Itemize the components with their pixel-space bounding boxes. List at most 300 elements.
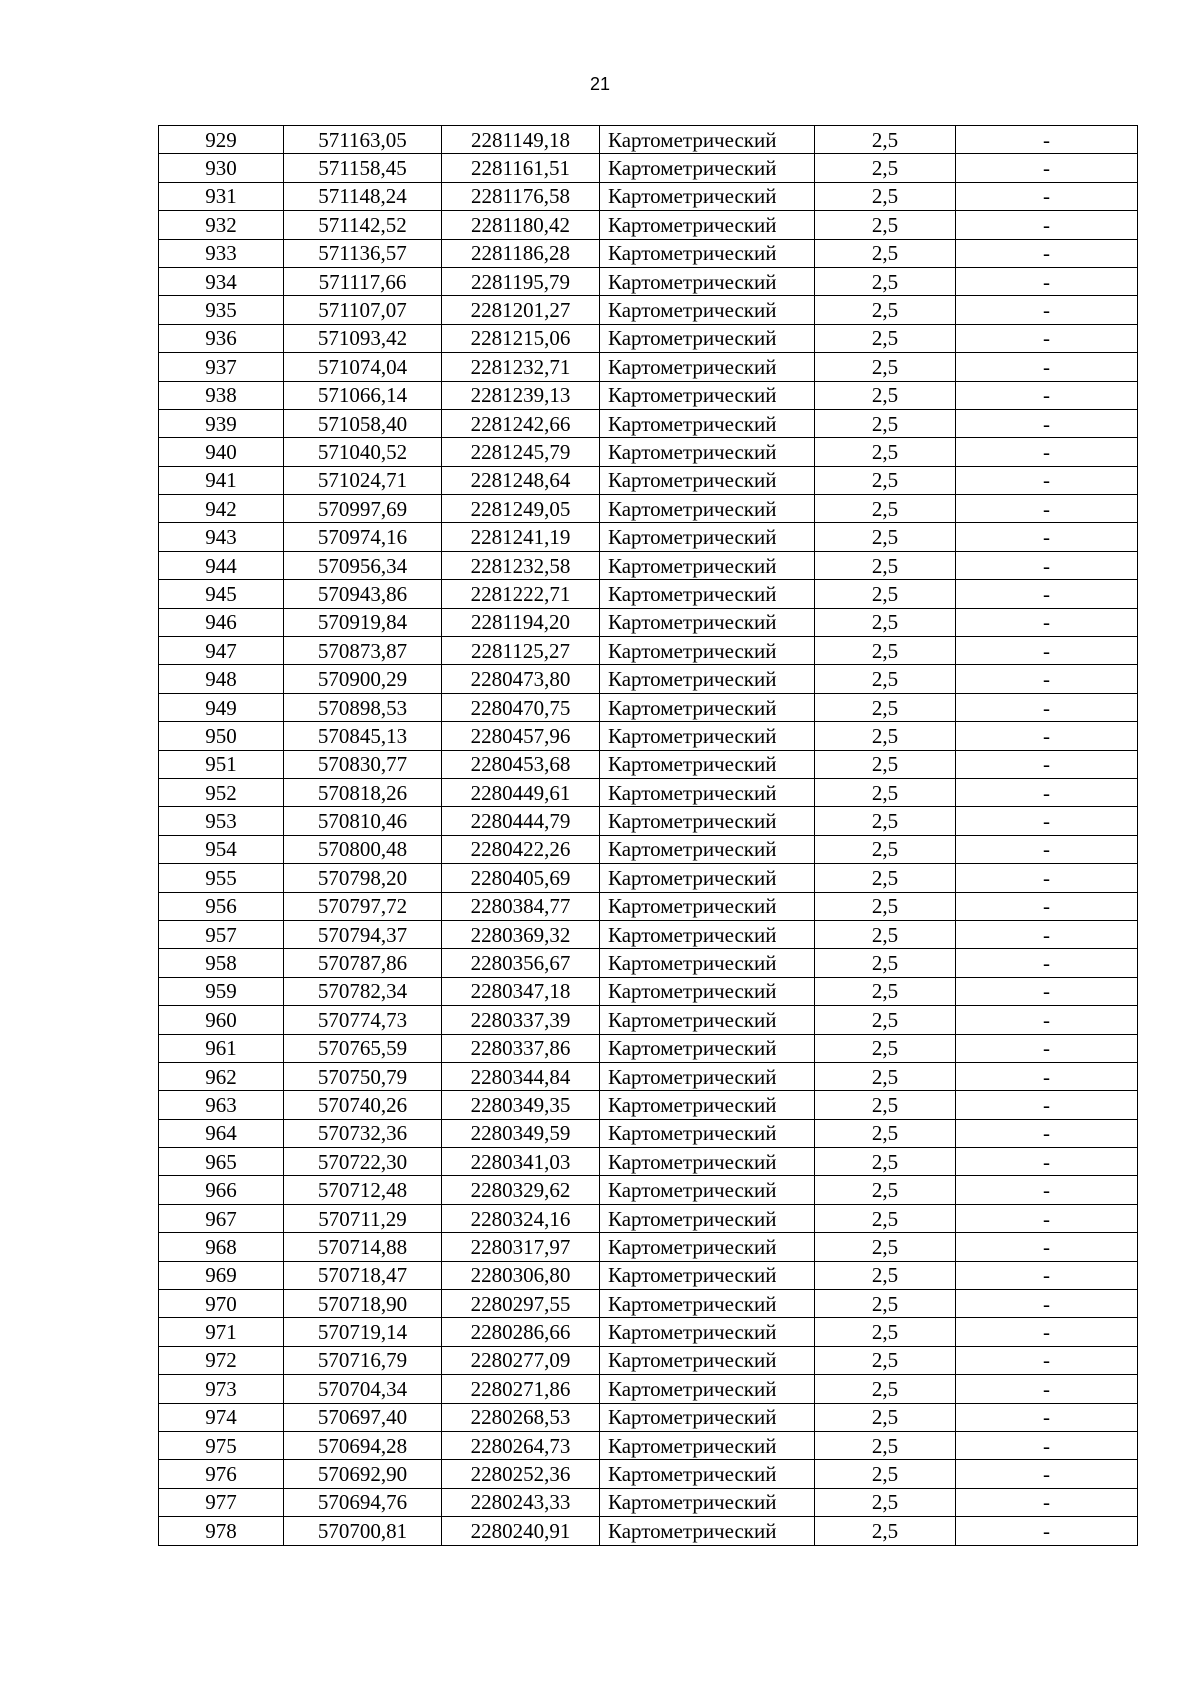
method-cell: Картометрический — [600, 1091, 815, 1119]
note-cell: - — [956, 523, 1138, 551]
x-coordinate-cell: 571148,24 — [284, 182, 442, 210]
table-row — [159, 551, 1138, 579]
y-coordinate-cell: 2280356,67 — [442, 949, 600, 977]
y-coordinate-cell: 2281241,19 — [442, 523, 600, 551]
table-row — [159, 1290, 1138, 1318]
point-number-cell: 961 — [159, 1034, 284, 1062]
y-coordinate-cell: 2280337,39 — [442, 1006, 600, 1034]
y-coordinate-cell: 2280306,80 — [442, 1261, 600, 1289]
method-cell: Картометрический — [600, 1318, 815, 1346]
note-cell: - — [956, 722, 1138, 750]
table-row — [159, 182, 1138, 210]
accuracy-cell: 2,5 — [815, 1517, 956, 1545]
method-cell: Картометрический — [600, 1062, 815, 1090]
x-coordinate-cell: 570898,53 — [284, 693, 442, 721]
point-number-cell: 941 — [159, 466, 284, 494]
x-coordinate-cell: 570722,30 — [284, 1148, 442, 1176]
point-number-cell: 978 — [159, 1517, 284, 1545]
method-cell: Картометрический — [600, 551, 815, 579]
y-coordinate-cell: 2280337,86 — [442, 1034, 600, 1062]
table-row — [159, 466, 1138, 494]
table-row — [159, 807, 1138, 835]
note-cell: - — [956, 1346, 1138, 1374]
note-cell: - — [956, 1460, 1138, 1488]
table-row — [159, 580, 1138, 608]
point-number-cell: 932 — [159, 211, 284, 239]
x-coordinate-cell: 570919,84 — [284, 608, 442, 636]
y-coordinate-cell: 2280449,61 — [442, 778, 600, 806]
x-coordinate-cell: 570732,36 — [284, 1119, 442, 1147]
method-cell: Картометрический — [600, 1034, 815, 1062]
table-row — [159, 1119, 1138, 1147]
note-cell: - — [956, 949, 1138, 977]
x-coordinate-cell: 570694,28 — [284, 1431, 442, 1459]
x-coordinate-cell: 571066,14 — [284, 381, 442, 409]
note-cell: - — [956, 438, 1138, 466]
table-row — [159, 1488, 1138, 1516]
y-coordinate-cell: 2280349,59 — [442, 1119, 600, 1147]
point-number-cell: 974 — [159, 1403, 284, 1431]
accuracy-cell: 2,5 — [815, 750, 956, 778]
accuracy-cell: 2,5 — [815, 1091, 956, 1119]
y-coordinate-cell: 2281195,79 — [442, 267, 600, 295]
method-cell: Картометрический — [600, 722, 815, 750]
y-coordinate-cell: 2281249,05 — [442, 495, 600, 523]
accuracy-cell: 2,5 — [815, 637, 956, 665]
x-coordinate-cell: 570692,90 — [284, 1460, 442, 1488]
point-number-cell: 936 — [159, 324, 284, 352]
x-coordinate-cell: 570765,59 — [284, 1034, 442, 1062]
y-coordinate-cell: 2280324,16 — [442, 1204, 600, 1232]
method-cell: Картометрический — [600, 466, 815, 494]
accuracy-cell: 2,5 — [815, 523, 956, 551]
table-row — [159, 892, 1138, 920]
accuracy-cell: 2,5 — [815, 495, 956, 523]
accuracy-cell: 2,5 — [815, 324, 956, 352]
note-cell: - — [956, 1148, 1138, 1176]
y-coordinate-cell: 2281232,71 — [442, 353, 600, 381]
accuracy-cell: 2,5 — [815, 1403, 956, 1431]
point-number-cell: 959 — [159, 977, 284, 1005]
note-cell: - — [956, 1062, 1138, 1090]
y-coordinate-cell: 2280243,33 — [442, 1488, 600, 1516]
method-cell: Картометрический — [600, 864, 815, 892]
accuracy-cell: 2,5 — [815, 211, 956, 239]
x-coordinate-cell: 570740,26 — [284, 1091, 442, 1119]
x-coordinate-cell: 570704,34 — [284, 1375, 442, 1403]
accuracy-cell: 2,5 — [815, 807, 956, 835]
note-cell: - — [956, 892, 1138, 920]
accuracy-cell: 2,5 — [815, 920, 956, 948]
method-cell: Картометрический — [600, 211, 815, 239]
y-coordinate-cell: 2281176,58 — [442, 182, 600, 210]
point-number-cell: 955 — [159, 864, 284, 892]
accuracy-cell: 2,5 — [815, 438, 956, 466]
y-coordinate-cell: 2280470,75 — [442, 693, 600, 721]
table-row — [159, 1403, 1138, 1431]
table-row — [159, 409, 1138, 437]
x-coordinate-cell: 571142,52 — [284, 211, 442, 239]
table-row — [159, 1261, 1138, 1289]
note-cell: - — [956, 381, 1138, 409]
y-coordinate-cell: 2280384,77 — [442, 892, 600, 920]
y-coordinate-cell: 2280277,09 — [442, 1346, 600, 1374]
note-cell: - — [956, 1119, 1138, 1147]
accuracy-cell: 2,5 — [815, 1318, 956, 1346]
point-number-cell: 950 — [159, 722, 284, 750]
accuracy-cell: 2,5 — [815, 1176, 956, 1204]
table-row — [159, 637, 1138, 665]
method-cell: Картометрический — [600, 1233, 815, 1261]
point-number-cell: 969 — [159, 1261, 284, 1289]
note-cell: - — [956, 693, 1138, 721]
note-cell: - — [956, 409, 1138, 437]
note-cell: - — [956, 665, 1138, 693]
note-cell: - — [956, 1290, 1138, 1318]
method-cell: Картометрический — [600, 409, 815, 437]
accuracy-cell: 2,5 — [815, 1431, 956, 1459]
table-row — [159, 126, 1138, 154]
point-number-cell: 930 — [159, 154, 284, 182]
note-cell: - — [956, 1233, 1138, 1261]
table-row — [159, 1318, 1138, 1346]
table-row — [159, 750, 1138, 778]
table-row — [159, 665, 1138, 693]
accuracy-cell: 2,5 — [815, 267, 956, 295]
accuracy-cell: 2,5 — [815, 1119, 956, 1147]
method-cell: Картометрический — [600, 1006, 815, 1034]
y-coordinate-cell: 2280347,18 — [442, 977, 600, 1005]
point-number-cell: 975 — [159, 1431, 284, 1459]
point-number-cell: 958 — [159, 949, 284, 977]
method-cell: Картометрический — [600, 608, 815, 636]
x-coordinate-cell: 571158,45 — [284, 154, 442, 182]
x-coordinate-cell: 571074,04 — [284, 353, 442, 381]
method-cell: Картометрический — [600, 1148, 815, 1176]
y-coordinate-cell: 2280369,32 — [442, 920, 600, 948]
y-coordinate-cell: 2280405,69 — [442, 864, 600, 892]
note-cell: - — [956, 551, 1138, 579]
y-coordinate-cell: 2281125,27 — [442, 637, 600, 665]
accuracy-cell: 2,5 — [815, 1375, 956, 1403]
accuracy-cell: 2,5 — [815, 551, 956, 579]
table-row — [159, 835, 1138, 863]
accuracy-cell: 2,5 — [815, 580, 956, 608]
method-cell: Картометрический — [600, 438, 815, 466]
point-number-cell: 970 — [159, 1290, 284, 1318]
method-cell: Картометрический — [600, 296, 815, 324]
accuracy-cell: 2,5 — [815, 1261, 956, 1289]
note-cell: - — [956, 920, 1138, 948]
x-coordinate-cell: 571136,57 — [284, 239, 442, 267]
point-number-cell: 937 — [159, 353, 284, 381]
page-number: 21 — [589, 74, 611, 94]
method-cell: Картометрический — [600, 523, 815, 551]
table-row — [159, 296, 1138, 324]
y-coordinate-cell: 2280252,36 — [442, 1460, 600, 1488]
note-cell: - — [956, 353, 1138, 381]
x-coordinate-cell: 571024,71 — [284, 466, 442, 494]
y-coordinate-cell: 2281232,58 — [442, 551, 600, 579]
point-number-cell: 963 — [159, 1091, 284, 1119]
point-number-cell: 943 — [159, 523, 284, 551]
y-coordinate-cell: 2281245,79 — [442, 438, 600, 466]
point-number-cell: 947 — [159, 637, 284, 665]
y-coordinate-cell: 2280271,86 — [442, 1375, 600, 1403]
accuracy-cell: 2,5 — [815, 608, 956, 636]
table-row — [159, 1176, 1138, 1204]
y-coordinate-cell: 2280297,55 — [442, 1290, 600, 1318]
method-cell: Картометрический — [600, 1488, 815, 1516]
note-cell: - — [956, 1488, 1138, 1516]
note-cell: - — [956, 324, 1138, 352]
point-number-cell: 944 — [159, 551, 284, 579]
table-row — [159, 864, 1138, 892]
x-coordinate-cell: 570794,37 — [284, 920, 442, 948]
accuracy-cell: 2,5 — [815, 693, 956, 721]
point-number-cell: 965 — [159, 1148, 284, 1176]
point-number-cell: 948 — [159, 665, 284, 693]
note-cell: - — [956, 211, 1138, 239]
y-coordinate-cell: 2281186,28 — [442, 239, 600, 267]
method-cell: Картометрический — [600, 1517, 815, 1545]
accuracy-cell: 2,5 — [815, 466, 956, 494]
note-cell: - — [956, 807, 1138, 835]
x-coordinate-cell: 570974,16 — [284, 523, 442, 551]
point-number-cell: 949 — [159, 693, 284, 721]
x-coordinate-cell: 571093,42 — [284, 324, 442, 352]
accuracy-cell: 2,5 — [815, 1006, 956, 1034]
accuracy-cell: 2,5 — [815, 892, 956, 920]
point-number-cell: 967 — [159, 1204, 284, 1232]
y-coordinate-cell: 2281248,64 — [442, 466, 600, 494]
y-coordinate-cell: 2280473,80 — [442, 665, 600, 693]
x-coordinate-cell: 570873,87 — [284, 637, 442, 665]
method-cell: Картометрический — [600, 1346, 815, 1374]
point-number-cell: 954 — [159, 835, 284, 863]
accuracy-cell: 2,5 — [815, 1233, 956, 1261]
method-cell: Картометрический — [600, 949, 815, 977]
note-cell: - — [956, 1431, 1138, 1459]
note-cell: - — [956, 126, 1138, 154]
point-number-cell: 973 — [159, 1375, 284, 1403]
method-cell: Картометрический — [600, 778, 815, 806]
accuracy-cell: 2,5 — [815, 835, 956, 863]
y-coordinate-cell: 2280317,97 — [442, 1233, 600, 1261]
note-cell: - — [956, 1006, 1138, 1034]
point-number-cell: 972 — [159, 1346, 284, 1374]
accuracy-cell: 2,5 — [815, 1034, 956, 1062]
x-coordinate-cell: 571107,07 — [284, 296, 442, 324]
x-coordinate-cell: 570830,77 — [284, 750, 442, 778]
point-number-cell: 956 — [159, 892, 284, 920]
method-cell: Картометрический — [600, 807, 815, 835]
y-coordinate-cell: 2280453,68 — [442, 750, 600, 778]
x-coordinate-cell: 570787,86 — [284, 949, 442, 977]
method-cell: Картометрический — [600, 1431, 815, 1459]
x-coordinate-cell: 570797,72 — [284, 892, 442, 920]
x-coordinate-cell: 570798,20 — [284, 864, 442, 892]
accuracy-cell: 2,5 — [815, 409, 956, 437]
point-number-cell: 971 — [159, 1318, 284, 1346]
y-coordinate-cell: 2280349,35 — [442, 1091, 600, 1119]
table-row — [159, 778, 1138, 806]
table-row — [159, 154, 1138, 182]
note-cell: - — [956, 977, 1138, 1005]
table-row — [159, 1091, 1138, 1119]
method-cell: Картометрический — [600, 665, 815, 693]
method-cell: Картометрический — [600, 977, 815, 1005]
x-coordinate-cell: 570719,14 — [284, 1318, 442, 1346]
y-coordinate-cell: 2281215,06 — [442, 324, 600, 352]
accuracy-cell: 2,5 — [815, 949, 956, 977]
accuracy-cell: 2,5 — [815, 977, 956, 1005]
point-number-cell: 933 — [159, 239, 284, 267]
method-cell: Картометрический — [600, 239, 815, 267]
accuracy-cell: 2,5 — [815, 1488, 956, 1516]
table-row — [159, 608, 1138, 636]
method-cell: Картометрический — [600, 126, 815, 154]
point-number-cell: 939 — [159, 409, 284, 437]
x-coordinate-cell: 570697,40 — [284, 1403, 442, 1431]
accuracy-cell: 2,5 — [815, 154, 956, 182]
point-number-cell: 977 — [159, 1488, 284, 1516]
method-cell: Картометрический — [600, 267, 815, 295]
table-row — [159, 267, 1138, 295]
x-coordinate-cell: 571040,52 — [284, 438, 442, 466]
note-cell: - — [956, 637, 1138, 665]
y-coordinate-cell: 2281239,13 — [442, 381, 600, 409]
note-cell: - — [956, 1375, 1138, 1403]
table-row — [159, 1460, 1138, 1488]
note-cell: - — [956, 495, 1138, 523]
method-cell: Картометрический — [600, 154, 815, 182]
accuracy-cell: 2,5 — [815, 778, 956, 806]
accuracy-cell: 2,5 — [815, 353, 956, 381]
point-number-cell: 940 — [159, 438, 284, 466]
point-number-cell: 968 — [159, 1233, 284, 1261]
table-row — [159, 1517, 1138, 1545]
note-cell: - — [956, 608, 1138, 636]
method-cell: Картометрический — [600, 1403, 815, 1431]
y-coordinate-cell: 2281180,42 — [442, 211, 600, 239]
table-row — [159, 1204, 1138, 1232]
accuracy-cell: 2,5 — [815, 1062, 956, 1090]
coordinates-table — [158, 125, 1138, 1546]
note-cell: - — [956, 296, 1138, 324]
method-cell: Картометрический — [600, 1460, 815, 1488]
y-coordinate-cell: 2281194,20 — [442, 608, 600, 636]
note-cell: - — [956, 580, 1138, 608]
y-coordinate-cell: 2280329,62 — [442, 1176, 600, 1204]
x-coordinate-cell: 570774,73 — [284, 1006, 442, 1034]
x-coordinate-cell: 571163,05 — [284, 126, 442, 154]
accuracy-cell: 2,5 — [815, 296, 956, 324]
table-row — [159, 1375, 1138, 1403]
table-row — [159, 239, 1138, 267]
x-coordinate-cell: 570956,34 — [284, 551, 442, 579]
method-cell: Картометрический — [600, 835, 815, 863]
x-coordinate-cell: 570810,46 — [284, 807, 442, 835]
note-cell: - — [956, 154, 1138, 182]
method-cell: Картометрический — [600, 1204, 815, 1232]
table-row — [159, 1006, 1138, 1034]
accuracy-cell: 2,5 — [815, 182, 956, 210]
table-row — [159, 211, 1138, 239]
point-number-cell: 945 — [159, 580, 284, 608]
point-number-cell: 953 — [159, 807, 284, 835]
method-cell: Картометрический — [600, 324, 815, 352]
x-coordinate-cell: 570782,34 — [284, 977, 442, 1005]
note-cell: - — [956, 750, 1138, 778]
method-cell: Картометрический — [600, 1290, 815, 1318]
table-row — [159, 722, 1138, 750]
point-number-cell: 946 — [159, 608, 284, 636]
point-number-cell: 942 — [159, 495, 284, 523]
method-cell: Картометрический — [600, 353, 815, 381]
x-coordinate-cell: 570997,69 — [284, 495, 442, 523]
x-coordinate-cell: 570750,79 — [284, 1062, 442, 1090]
table-row — [159, 353, 1138, 381]
table-row — [159, 1062, 1138, 1090]
point-number-cell: 934 — [159, 267, 284, 295]
x-coordinate-cell: 571058,40 — [284, 409, 442, 437]
point-number-cell: 952 — [159, 778, 284, 806]
table-row — [159, 1034, 1138, 1062]
table-row — [159, 949, 1138, 977]
y-coordinate-cell: 2280268,53 — [442, 1403, 600, 1431]
table-row — [159, 920, 1138, 948]
table-row — [159, 1431, 1138, 1459]
table-row — [159, 324, 1138, 352]
accuracy-cell: 2,5 — [815, 1204, 956, 1232]
x-coordinate-cell: 570800,48 — [284, 835, 442, 863]
accuracy-cell: 2,5 — [815, 722, 956, 750]
point-number-cell: 929 — [159, 126, 284, 154]
method-cell: Картометрический — [600, 495, 815, 523]
note-cell: - — [956, 1176, 1138, 1204]
table-row — [159, 438, 1138, 466]
accuracy-cell: 2,5 — [815, 239, 956, 267]
note-cell: - — [956, 864, 1138, 892]
point-number-cell: 964 — [159, 1119, 284, 1147]
method-cell: Картометрический — [600, 1375, 815, 1403]
note-cell: - — [956, 1091, 1138, 1119]
x-coordinate-cell: 570716,79 — [284, 1346, 442, 1374]
y-coordinate-cell: 2281149,18 — [442, 126, 600, 154]
accuracy-cell: 2,5 — [815, 1148, 956, 1176]
note-cell: - — [956, 182, 1138, 210]
note-cell: - — [956, 239, 1138, 267]
accuracy-cell: 2,5 — [815, 1346, 956, 1374]
y-coordinate-cell: 2280444,79 — [442, 807, 600, 835]
x-coordinate-cell: 570845,13 — [284, 722, 442, 750]
y-coordinate-cell: 2280240,91 — [442, 1517, 600, 1545]
note-cell: - — [956, 1261, 1138, 1289]
point-number-cell: 966 — [159, 1176, 284, 1204]
y-coordinate-cell: 2281242,66 — [442, 409, 600, 437]
point-number-cell: 957 — [159, 920, 284, 948]
table-row — [159, 693, 1138, 721]
x-coordinate-cell: 571117,66 — [284, 267, 442, 295]
method-cell: Картометрический — [600, 1261, 815, 1289]
x-coordinate-cell: 570700,81 — [284, 1517, 442, 1545]
accuracy-cell: 2,5 — [815, 381, 956, 409]
note-cell: - — [956, 778, 1138, 806]
point-number-cell: 962 — [159, 1062, 284, 1090]
method-cell: Картометрический — [600, 892, 815, 920]
y-coordinate-cell: 2280344,84 — [442, 1062, 600, 1090]
